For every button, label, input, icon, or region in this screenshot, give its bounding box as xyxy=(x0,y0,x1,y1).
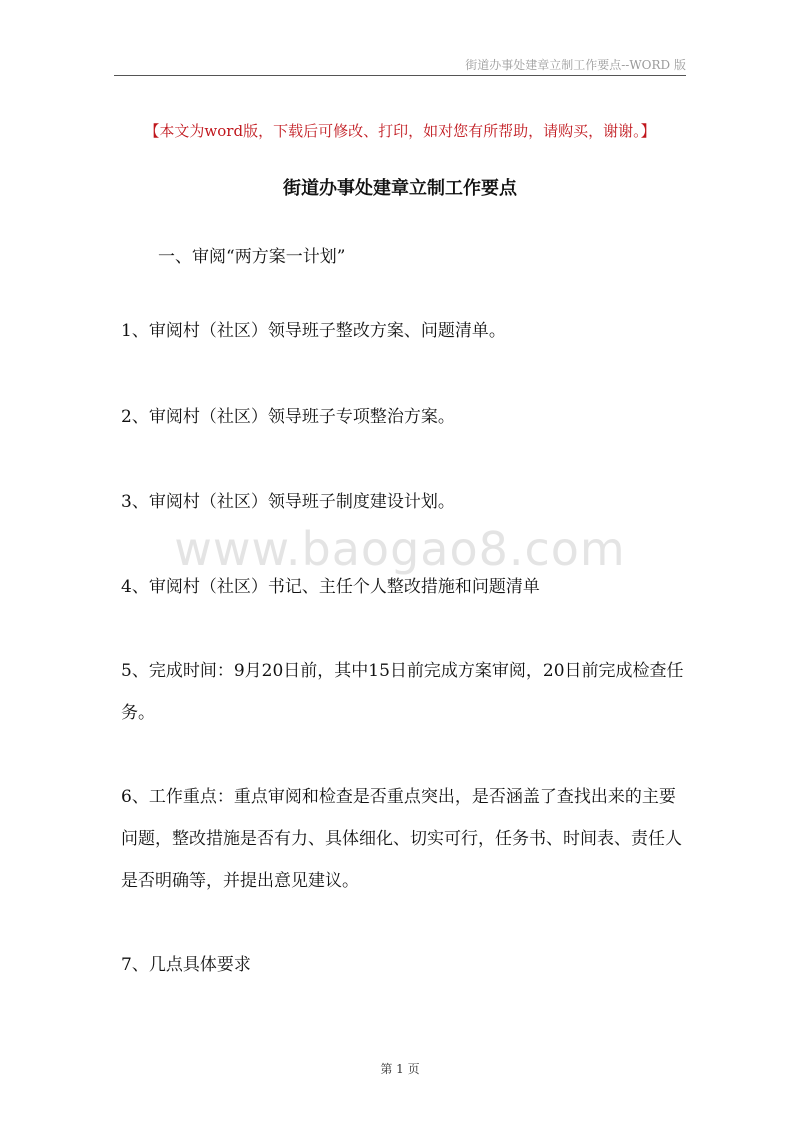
page-number: 第 1 页 xyxy=(380,1062,420,1076)
section-heading: 一、审阅“两方案一计划” xyxy=(158,247,346,267)
header-text: 街道办事处建章立制工作要点--WORD 版 xyxy=(465,58,686,72)
document-title: 街道办事处建章立制工作要点 xyxy=(283,178,517,199)
purchase-notice: 【本文为word版，下载后可修改、打印，如对您有所帮助，请购买，谢谢。】 xyxy=(144,122,656,140)
paragraph-2: 2、审阅村（社区）领导班子专项整治方案。 xyxy=(121,407,455,427)
paragraph-3: 3、审阅村（社区）领导班子制度建设计划。 xyxy=(121,492,455,512)
watermark: www.baogao8.com xyxy=(174,522,626,576)
paragraph-4: 4、审阅村（社区）书记、主任个人整改措施和问题清单 xyxy=(121,577,540,597)
header-rule xyxy=(114,75,686,76)
paragraph-5: 5、完成时间：9月20日前，其中15日前完成方案审阅，20日前完成检查任务。 xyxy=(121,661,684,723)
paragraph-1: 1、审阅村（社区）领导班子整改方案、问题清单。 xyxy=(121,321,506,341)
paragraph-6: 6、工作重点：重点审阅和检查是否重点突出，是否涵盖了查找出来的主要问题，整改措施是否有力、具体细化、切实可行，任务书、时间表、责任人是否明确等，并提出意见建议。 xyxy=(121,787,682,891)
paragraph-7: 7、几点具体要求 xyxy=(121,955,251,975)
